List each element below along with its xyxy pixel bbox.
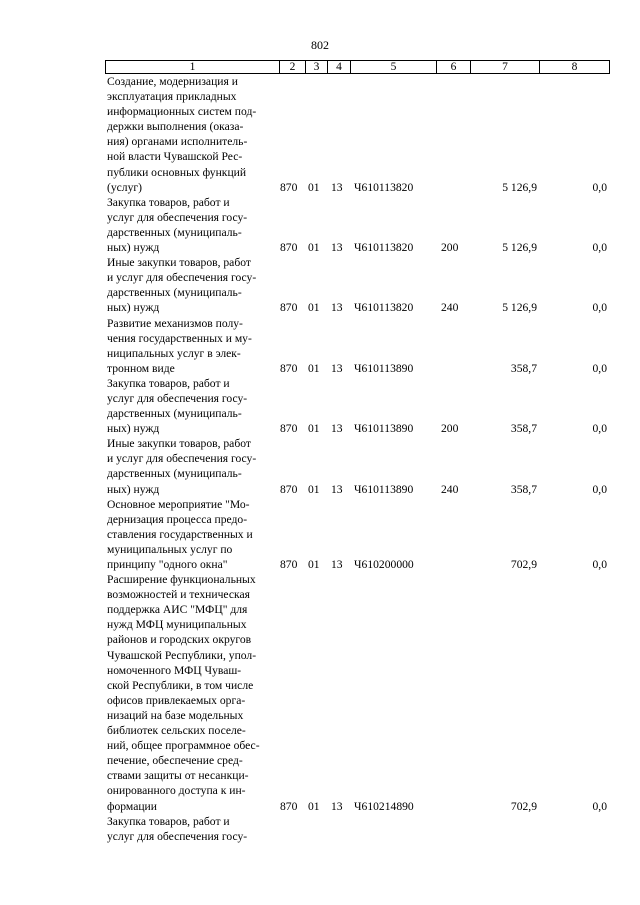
column-header-1: 1 [106,61,280,74]
description-line: Закупка товаров, работ и [107,195,230,209]
column-header-3: 3 [306,61,328,74]
table-row [0,814,640,844]
target-article-cell: Ч610113820 [354,241,414,255]
table-row [0,376,640,436]
section-cell: 01 [308,558,320,571]
description-line: Чувашской Республики, упол- [107,648,257,662]
row-description [107,74,276,195]
description-line: ния) органами исполнитель- [107,135,248,149]
page-number: 802 [311,38,329,52]
description-line: библиотек сельских поселе- [107,724,246,738]
target-article-cell: Ч610113820 [354,301,414,315]
description-line: ных) нужд [107,301,160,315]
description-line: ставления государственных и [107,527,253,541]
subsection-cell: 13 [331,361,343,375]
row-description [107,436,276,496]
description-line: онированного доступа к ин- [107,784,246,798]
column-header-4: 4 [328,61,351,74]
description-line: чения государственных и му- [107,331,252,345]
subsection-cell: 13 [331,799,343,813]
description-line: ных) нужд [107,241,160,255]
column-header-6: 6 [437,61,471,74]
section-cell: 01 [308,799,320,813]
expense-type-cell: 200 [441,241,459,255]
section-cell: 01 [308,241,320,255]
description-line: ниципальных услуг в элек- [107,346,241,360]
amount-cell: 358,7 [510,422,537,436]
description-line: (услуг) [107,180,143,194]
description-line: возможностей и техническая [107,588,250,602]
description-line: эксплуатация прикладных [107,90,237,104]
table-row [0,74,640,195]
change-amount-cell: 0,0 [592,422,607,436]
description-line: номоченного МФЦ Чуваш- [107,663,242,677]
row-description [107,497,276,572]
description-line: Развитие механизмов полу- [107,316,243,330]
description-line: тронном виде [107,361,175,375]
description-line: услуг для обеспечения госу- [107,210,248,224]
description-line: Создание, модернизация и [107,75,238,88]
description-line: дарственных (муниципаль- [107,286,242,300]
description-line: публики основных функций [107,165,247,179]
amount-cell: 5 126,9 [502,180,537,194]
change-amount-cell: 0,0 [592,482,607,496]
description-line: Расширение функциональных [107,573,256,587]
description-line: Иные закупки товаров, работ [107,437,251,451]
description-line: Закупка товаров, работ и [107,376,230,390]
description-line: и услуг для обеспечения госу- [107,452,257,466]
org-code-cell: 870 [280,361,298,375]
row-description [107,572,276,814]
description-line: дарственных (муниципаль- [107,225,242,239]
amount-cell: 702,9 [510,558,537,571]
target-article-cell: Ч610113820 [354,180,414,194]
change-amount-cell: 0,0 [592,799,607,813]
amount-cell: 358,7 [510,482,537,496]
target-article-cell: Ч610113890 [354,422,414,436]
change-amount-cell: 0,0 [592,301,607,315]
description-line: Закупка товаров, работ и [107,814,230,828]
column-header-row [105,60,610,74]
description-line: нужд МФЦ муниципальных [107,618,247,632]
description-line: низаций на базе модельных [107,708,244,722]
table-row [0,497,640,572]
description-line: Основное мероприятие "Мо- [107,497,250,511]
column-header-8: 8 [540,61,610,74]
amount-cell: 702,9 [510,799,537,813]
description-line: ных) нужд [107,422,160,436]
org-code-cell: 870 [280,482,298,496]
row-description [107,376,276,436]
section-cell: 01 [308,361,320,375]
description-line: ской Республики, в том числе [107,678,254,692]
description-line: офисов привлекаемых орга- [107,693,246,707]
subsection-cell: 13 [331,482,343,496]
subsection-cell: 13 [331,422,343,436]
amount-cell: 358,7 [510,361,537,375]
column-header-7: 7 [471,61,540,74]
description-line: районов и городских округов [107,633,252,647]
section-cell: 01 [308,422,320,436]
description-line: поддержка АИС "МФЦ" для [107,603,248,617]
change-amount-cell: 0,0 [592,558,607,571]
description-line: услуг для обеспечения госу- [107,829,248,843]
org-code-cell: 870 [280,301,298,315]
section-cell: 01 [308,180,320,194]
table-row [0,195,640,255]
row-description [107,316,276,376]
change-amount-cell: 0,0 [592,361,607,375]
expense-type-cell: 240 [441,482,459,496]
target-article-cell: Ч610200000 [354,558,414,571]
change-amount-cell: 0,0 [592,241,607,255]
org-code-cell: 870 [280,241,298,255]
row-description [107,195,276,255]
expense-type-cell: 240 [441,301,459,315]
description-line: ний, общее программное обес- [107,739,260,753]
table-row [0,255,640,315]
description-line: формации [107,799,157,813]
column-header-5: 5 [351,61,437,74]
description-line: держки выполнения (оказа- [107,120,244,134]
description-line: ных) нужд [107,482,160,496]
org-code-cell: 870 [280,558,298,571]
amount-cell: 5 126,9 [502,241,537,255]
expense-type-cell: 200 [441,422,459,436]
description-line: Иные закупки товаров, работ [107,256,251,270]
org-code-cell: 870 [280,180,298,194]
description-line: дарственных (муниципаль- [107,467,242,481]
subsection-cell: 13 [331,558,343,571]
description-line: ствами защиты от несанкци- [107,769,249,783]
target-article-cell: Ч610113890 [354,482,414,496]
description-line: дарственных (муниципаль- [107,407,242,421]
target-article-cell: Ч610214890 [354,799,414,813]
description-line: дернизация процесса предо- [107,512,248,526]
table-row [0,316,640,376]
subsection-cell: 13 [331,180,343,194]
description-line: принципу "одного окна" [107,558,228,571]
budget-table-body [0,74,640,844]
description-line: ной власти Чувашской Рес- [107,150,243,164]
description-line: и услуг для обеспечения госу- [107,271,257,285]
description-line: услуг для обеспечения госу- [107,391,248,405]
row-description [107,814,276,844]
column-header-2: 2 [280,61,306,74]
table-row [0,572,640,814]
table-row [0,436,640,496]
org-code-cell: 870 [280,799,298,813]
section-cell: 01 [308,301,320,315]
description-line: печение, обеспечение сред- [107,754,243,768]
section-cell: 01 [308,482,320,496]
change-amount-cell: 0,0 [592,180,607,194]
subsection-cell: 13 [331,301,343,315]
description-line: муниципальных услуг по [107,542,233,556]
row-description [107,255,276,315]
description-line: информационных систем под- [107,105,257,119]
subsection-cell: 13 [331,241,343,255]
org-code-cell: 870 [280,422,298,436]
target-article-cell: Ч610113890 [354,361,414,375]
amount-cell: 5 126,9 [502,301,537,315]
